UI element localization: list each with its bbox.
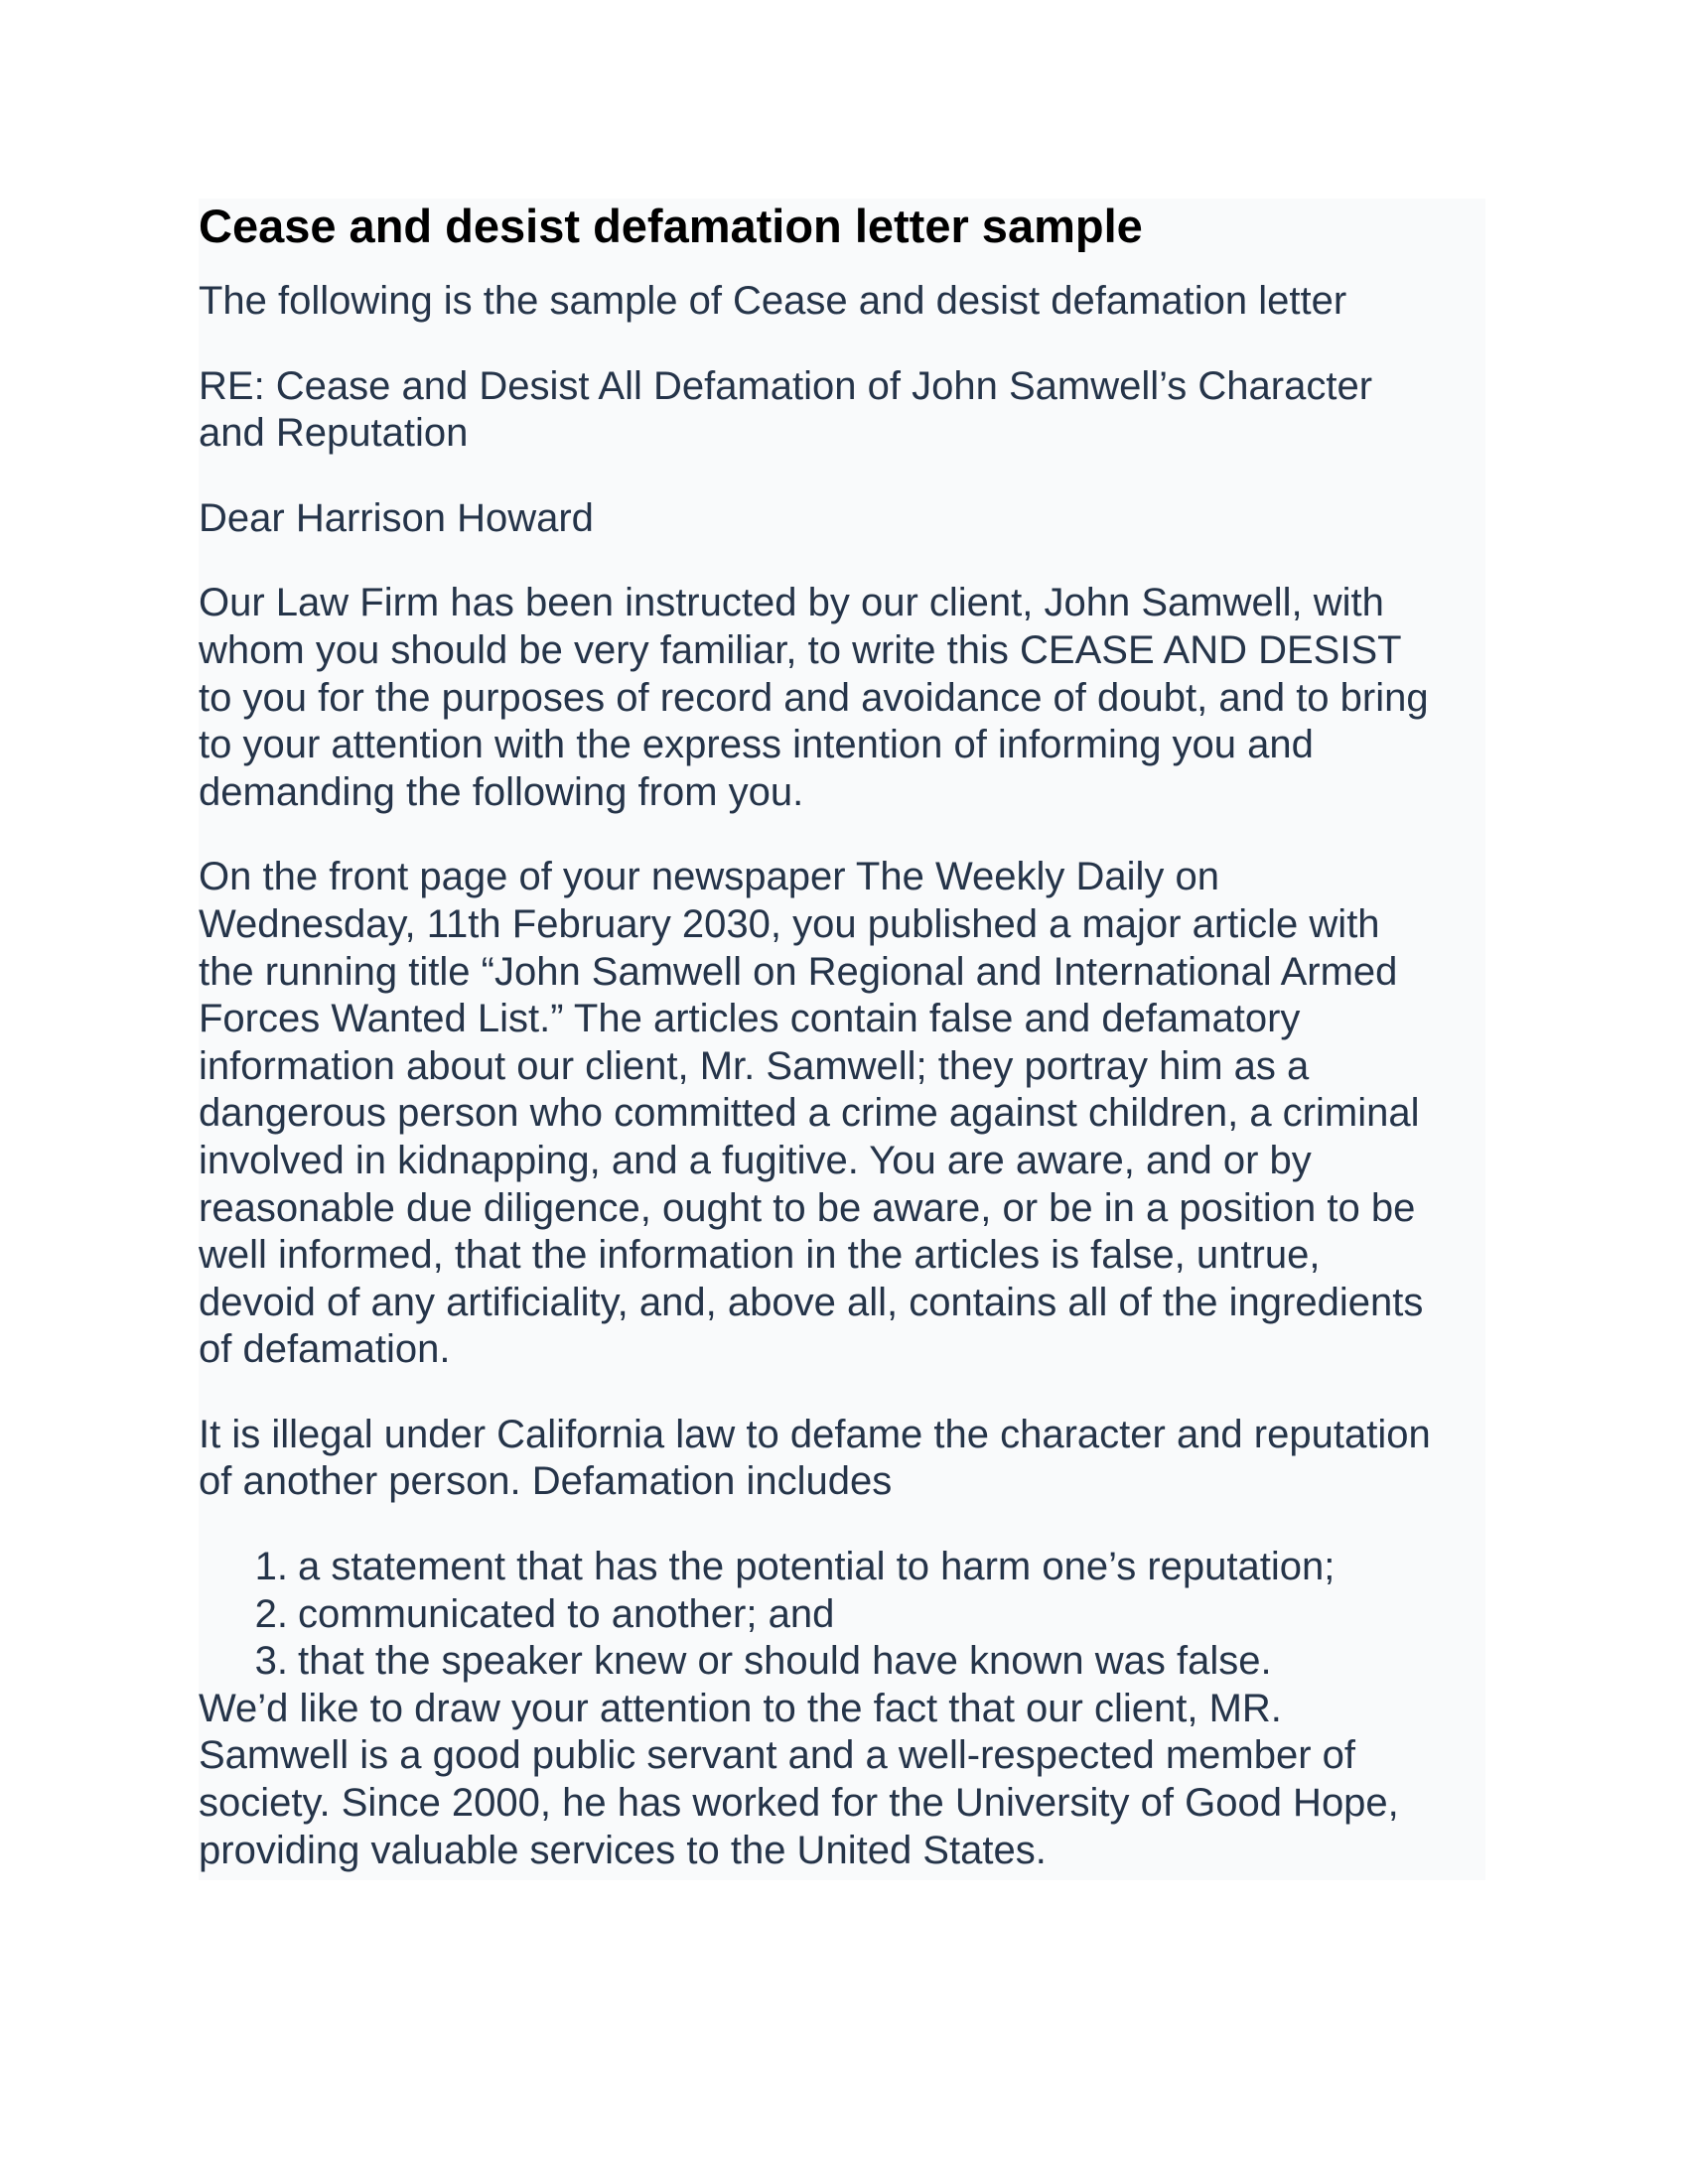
paragraph-line: On the front page of your newspaper The Weekly Daily on	[199, 855, 1219, 899]
paragraph-line: reasonable due diligence, ought to be aware, or be in a position to be	[199, 1185, 1416, 1230]
paragraph-line: society. Since 2000, he has worked for the University of Good Hope,	[199, 1781, 1399, 1826]
list-item	[199, 1544, 1485, 1591]
paragraph-line: It is illegal under California law to defame the character and reputation	[199, 1412, 1431, 1456]
paragraph-line: Forces Wanted List.” The articles contain false and defamatory	[199, 997, 1301, 1041]
paragraph-line: providing valuable services to the United States.	[199, 1828, 1047, 1872]
paragraph-line: well informed, that the information in the articles is false, untrue,	[199, 1233, 1321, 1278]
subject-line-1: RE: Cease and Desist All Defamation of John Samwell’s Character	[199, 363, 1373, 408]
list-number: 3.	[254, 1639, 288, 1684]
subject-line	[199, 363, 1485, 458]
subject-line-2: and Reputation	[199, 411, 469, 456]
document-title: Cease and desist defamation letter sample	[199, 200, 1143, 252]
list-item	[199, 1591, 1485, 1639]
letter-body	[199, 199, 1485, 1880]
paragraph-article-facts	[199, 854, 1485, 1374]
paragraph-line: information about our client, Mr. Samwell; they portray him as a	[199, 1043, 1310, 1088]
paragraph-line: Wednesday, 11th February 2030, you published a major article with	[199, 901, 1380, 946]
intro-paragraph: The following is the sample of Cease and desist defamation letter	[199, 279, 1347, 323]
paragraph-line: demanding the following from you.	[199, 769, 804, 814]
defamation-elements-list	[199, 1544, 1485, 1686]
paragraph-line: whom you should be very familiar, to write this CEASE AND DESIST	[199, 627, 1402, 672]
list-item	[199, 1638, 1485, 1686]
paragraph-line: of another person. Defamation includes	[199, 1459, 893, 1504]
list-number: 2.	[254, 1591, 288, 1636]
list-text: communicated to another; and	[298, 1591, 835, 1636]
list-number: 1.	[254, 1545, 288, 1589]
list-text: a statement that has the potential to harm one’s reputation;	[298, 1545, 1336, 1589]
paragraph-line: Our Law Firm has been instructed by our client, John Samwell, with	[199, 581, 1384, 625]
paragraph-line: We’d like to draw your attention to the fact that our client, MR.	[199, 1686, 1282, 1730]
list-text: that the speaker knew or should have known was false.	[298, 1639, 1272, 1684]
paragraph-line: dangerous person who committed a crime against children, a criminal	[199, 1091, 1420, 1136]
paragraph-line: devoid of any artificiality, and, above all, contains all of the ingredients	[199, 1280, 1424, 1324]
paragraph-line: involved in kidnapping, and a fugitive. You are aware, and or by	[199, 1138, 1312, 1182]
paragraph-instruction	[199, 580, 1485, 816]
paragraph-line: to you for the purposes of record and avoidance of doubt, and to bring	[199, 675, 1429, 720]
paragraph-line: Samwell is a good public servant and a well-respected member of	[199, 1733, 1356, 1778]
salutation: Dear Harrison Howard	[199, 495, 594, 540]
paragraph-client-character	[199, 1686, 1485, 1874]
paragraph-line: of defamation.	[199, 1327, 451, 1372]
paragraph-law	[199, 1412, 1485, 1506]
paragraph-line: to your attention with the express intention of informing you and	[199, 723, 1314, 767]
paragraph-line: the running title “John Samwell on Regional and International Armed	[199, 949, 1398, 994]
